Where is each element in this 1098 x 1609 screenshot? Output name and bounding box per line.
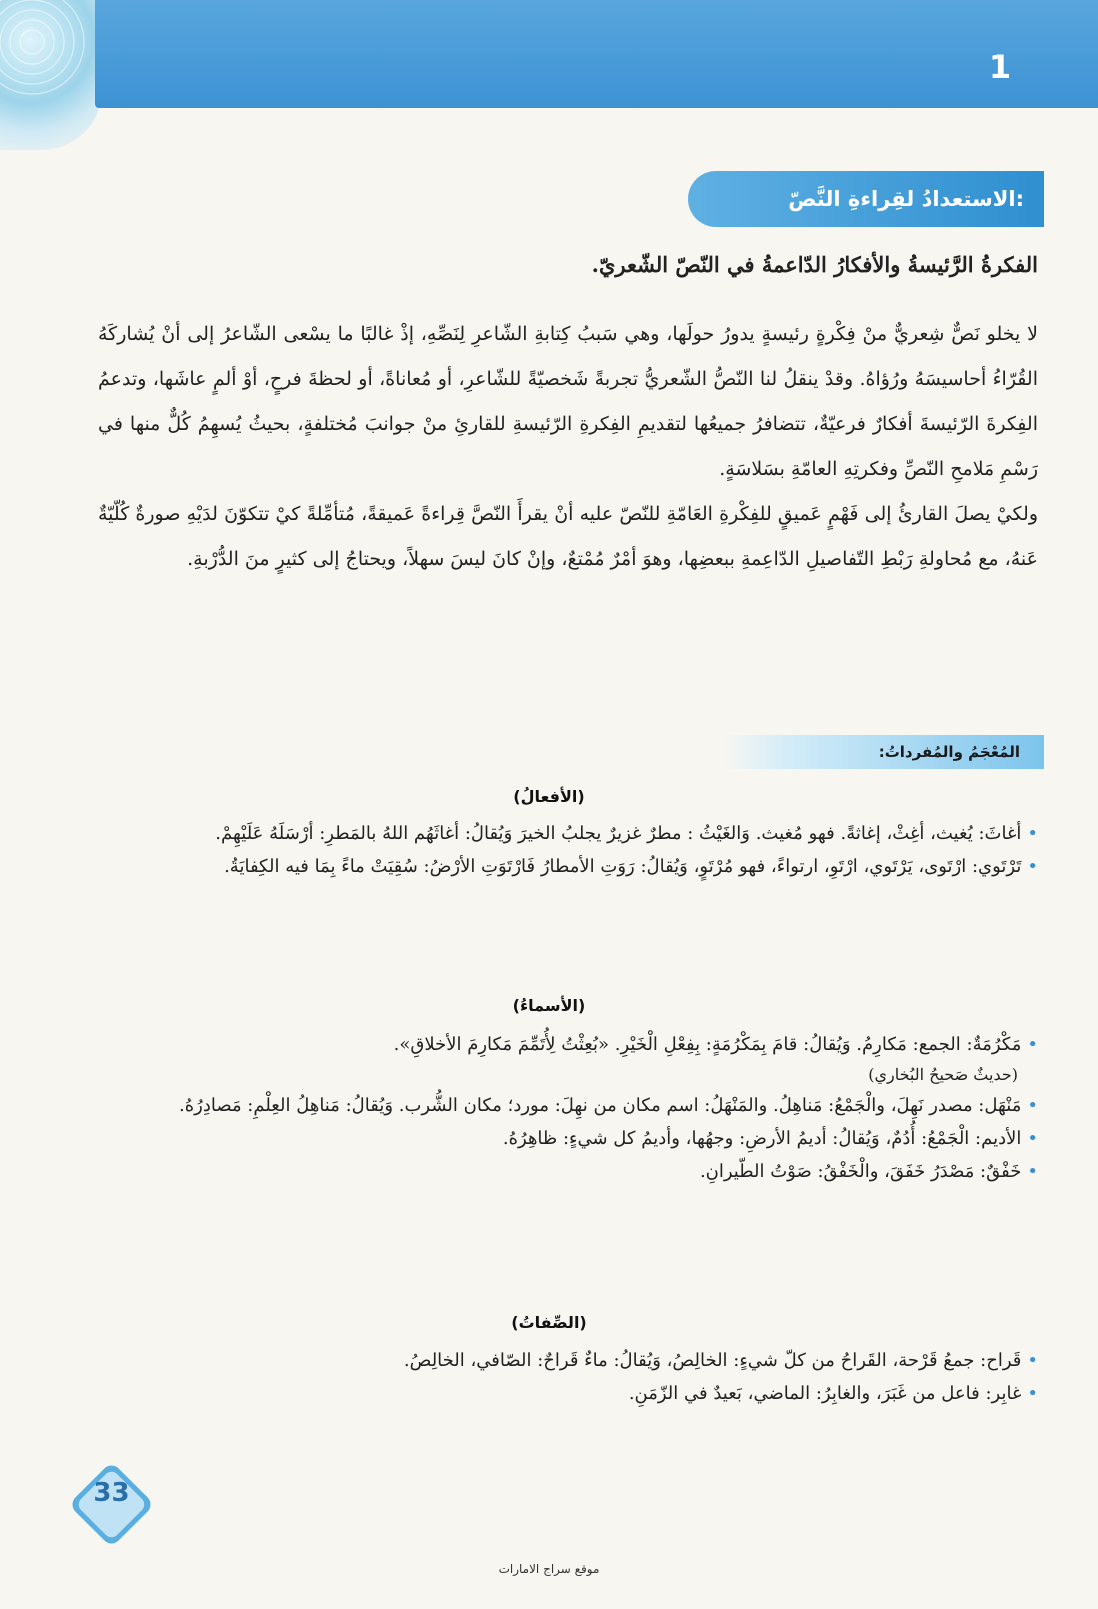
top-banner — [95, 0, 1098, 108]
hadith-source: (حديثٌ صَحيحُ البُخاري) — [868, 1065, 1018, 1084]
bullet-icon: • — [1027, 1034, 1038, 1055]
nouns-heading: (الأسماءُ) — [512, 996, 586, 1015]
list-item — [98, 1377, 1038, 1410]
corner-decoration — [0, 0, 102, 150]
page-number: 33 — [93, 1478, 130, 1508]
nouns-list — [98, 1028, 1038, 1188]
list-item — [98, 1155, 1038, 1188]
bullet-icon: • — [1027, 823, 1038, 844]
chapter-number: 1 — [988, 48, 1012, 86]
list-item — [98, 850, 1038, 883]
list-item — [98, 817, 1038, 850]
verbs-heading: (الأفعالُ) — [513, 787, 585, 806]
list-item — [98, 1028, 1038, 1061]
intro-text — [98, 312, 1038, 582]
entry-text: الأديم: الْجَمْعُ: أُدُمٌ، وَيُقالُ: أديمُ الأرضِ: وجهُها، وأديمُ كل شيءٍ: ظاهِرُهُ. — [502, 1128, 1022, 1149]
adjectives-heading: (الصِّفاتُ) — [511, 1313, 587, 1332]
entry-text: خَفْقٌ: مَصْدَرُ خَفَقَ، والْخَفْقُ: صَوْتُ الطّيرانِ. — [699, 1161, 1022, 1182]
entry-text: أغاثَ: يُغيث، أغِثْ، إغاثةً. فهو مُغيث. وَالغَيْثُ : مطرٌ غزيرٌ يجلبُ الخيرَ وَيُقالُ: أغاثَهُم اللهُ بالمَطرِ: أرْسَلَهُ عَلَيْهِمْ. — [215, 823, 1022, 844]
entry-text: تَرْتَوي: ارْتَوى، يَرْتَوي، ارْتَوِ، ارتواءً، فهو مُرْتَوٍ، وَيُقالُ: رَوَتِ الأمطارُ فَارْتَوَتِ الأرْضُ: سُقِيَتْ ماءً بِمَا فيه الكِفايَةُ. — [224, 856, 1022, 877]
bullet-icon: • — [1027, 1095, 1038, 1116]
list-item — [98, 1089, 1038, 1122]
bullet-icon: • — [1027, 1383, 1038, 1404]
paragraph-1: لا يخلو نَصٌّ شِعريٌّ منْ فِكْرةٍ رئيسةٍ يدورُ حولَها، وهي سَببُ كِتابةِ الشّاعرِ لِنَصِّهِ، إذْ غالبًا ما يسْعى الشّاعرُ إلى أنْ يُشاركَهُ القُرّاءُ أحاسيسَهُ ورُؤاهُ. وقدْ ينقلُ لنا النّصُّ الشّعريُّ تجربةً شَخصيّةً للشّاعرِ، أو مُعاناةً، أو لحظةَ فرحٍ، أوْ ألمٍ عاشَها، وتدعمُ الفِكرةَ الرّئيسةَ أفكارٌ فرعيّةٌ، تتضافرُ جميعُها لتقديمِ الفِكرةِ الرّئيسةِ للقارئِ منْ جوانبَ مُختلفةٍ، بحيثُ يُسهِمُ كُلٌّ منها في رَسْمِ مَلامحِ النّصِّ وفكرتِهِ العامّةِ بسَلاسَةٍ. — [98, 323, 1038, 480]
entry-text: قَراح: جمعُ قَرْحة، القَراحُ من كلّ شيءٍ: الخالِصُ، وَيُقالُ: ماءٌ قَراحٌ: الصّافي، الخالِصُ. — [403, 1350, 1022, 1371]
vocab-title: المُعْجَمُ والمُفرداتُ: — [724, 735, 1044, 769]
list-item — [98, 1344, 1038, 1377]
verbs-list — [98, 817, 1038, 883]
entry-text: مَكْرُمَةٌ: الجمع: مَكارِمُ. وَيُقالُ: قامَ بِمَكْرُمَةٍ: بِفِعْلِ الْخَيْرِ. «بُعِثْتُ لِأُتَمِّمَ مَكارِمَ الأخلاقِ». — [393, 1034, 1022, 1055]
main-heading: الفكرةُ الرَّئيسةُ والأفكارُ الدّاعمةُ في النّصّ الشّعريّ. — [591, 252, 1038, 277]
bullet-icon: • — [1027, 856, 1038, 877]
bullet-icon: • — [1027, 1350, 1038, 1371]
footer-site-name: موقع سراج الامارات — [498, 1562, 600, 1576]
bullet-icon: • — [1027, 1161, 1038, 1182]
list-item — [98, 1122, 1038, 1155]
section-title: الاستعدادُ لقِراءةِ النَّصّ: — [688, 171, 1044, 227]
bullet-icon: • — [1027, 1128, 1038, 1149]
entry-text: غابِر: فاعل من غَبَرَ، والغابِرُ: الماضي، بَعيدٌ في الزّمَنِ. — [628, 1383, 1022, 1404]
paragraph-2: ولكيْ يصلَ القارئُ إلى فَهْمٍ عَميقٍ للفِكْرةِ العَامّةِ للنّصّ عليه أنْ يقرأَ النّصَّ قِراءةً عَميقةً، مُتأمِّلةً كيْ تتكوّنَ لدَيْهِ صورةٌ كُلّيّةٌ عَنهُ، مع مُحاولةِ رَبْطِ التّفاصيلِ الدّاعِمةِ ببعضِها، وهوَ أمْرٌ مُمْتعٌ، وإنْ كانَ ليسَ سهلاً، ويحتاجُ إلى كثيرٍ منَ الدُّرْبةِ. — [98, 503, 1038, 570]
adjectives-list — [98, 1344, 1038, 1410]
entry-text: مَنْهَل: مصدر نَهِلَ، والْجَمْعُ: مَناهِلُ. والمَنْهَلُ: اسم مكان من نهِلَ: مورد؛ مكان الشُّرب. وَيُقالُ: مَناهِلُ العِلْمِ: مَصادِرُهُ. — [178, 1095, 1022, 1116]
